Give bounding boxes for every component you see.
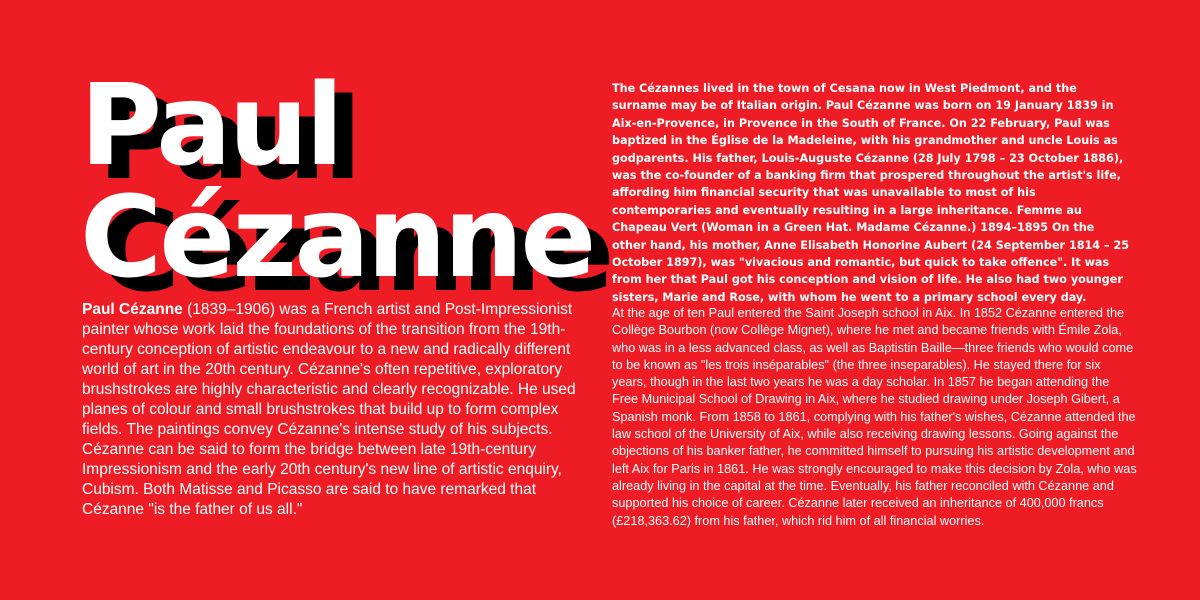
- page-title: [80, 61, 594, 303]
- intro-name: Paul Cézanne: [82, 301, 183, 318]
- intro-paragraph: [82, 300, 582, 520]
- biography-body-paragraph: At the age of ten Paul entered the Saint Joseph school in Aix. In 1852 Cézanne entered the Collège Bourbon (now Collège Mignet), where he met and became friends with Émile Zola, who was in a less advanced class, as well as Baptistin Baille—three friends who would come to be known as "les trois inséparables" (the three inseparables). He stayed there for six years, though in the last two years he was a day scholar. In 1857 he began attending the Free Municipal School of Drawing in Aix, where he studied drawing under Joseph Gibert, a Spanish monk. From 1858 to 1861, complying with his father's wishes, Cézanne attended the law school of the University of Aix, while also receiving drawing lessons. Going against the objections of his banker father, he committed himself to pursuing his artistic development and left Aix for Paris in 1861. He was strongly encouraged to make this decision by Zola, who was already living in the capital at the time. Eventually, his father reconciled with Cézanne and supported his choice of career. Cézanne later received an inheritance of 400,000 francs (£218,363.62) from his father, which rid him of all financial worries.: [612, 306, 1137, 528]
- title-line-first-name: Paul: [80, 61, 341, 191]
- intro-text: (1839–1906) was a French artist and Post-Impressionist painter whose work laid the foundations of the transition from the 19th-century conception of artistic endeavour to a new and radically different world of art in the 20th century. Cézanne's often repetitive, exploratory brushstrokes are highly characteristic and clearly recognizable. He used planes of colour and small brushstrokes that build up to form complex fields. The paintings convey Cézanne's intense study of his subjects. Cézanne can be said to form the bridge between late 19th-century Impressionism and the early 20th century's new line of artistic enquiry, Cubism. Both Matisse and Picasso are said to have remarked that Cézanne "is the father of us all.": [82, 301, 576, 518]
- title-line-last-name: Cézanne: [80, 173, 594, 303]
- biography-bold-paragraph: The Cézannes lived in the town of Cesana now in West Piedmont, and the surname may be of Italian origin. Paul Cézanne was born on 19 January 1839 in Aix-en-Provence, in Provence in the South of France. On 22 February, Paul was baptized in the Église de la Madeleine, with his grandmother and uncle Louis as godparents. His father, Louis-Auguste Cézanne (28 July 1798 – 23 October 1886), was the co-founder of a banking firm that prospered throughout the artist's life, affording him financial security that was unavailable to most of his contemporaries and eventually resulting in a large inheritance. Femme au Chapeau Vert (Woman in a Green Hat. Madame Cézanne.) 1894–1895 On the other hand, his mother, Anne Elisabeth Honorine Aubert (24 September 1814 – 25 October 1897), was "vivacious and romantic, but quick to take offence". It was from her that Paul got his conception and vision of life. He also had two younger sisters, Marie and Rose, with whom he went to a primary school every day.: [612, 82, 1130, 304]
